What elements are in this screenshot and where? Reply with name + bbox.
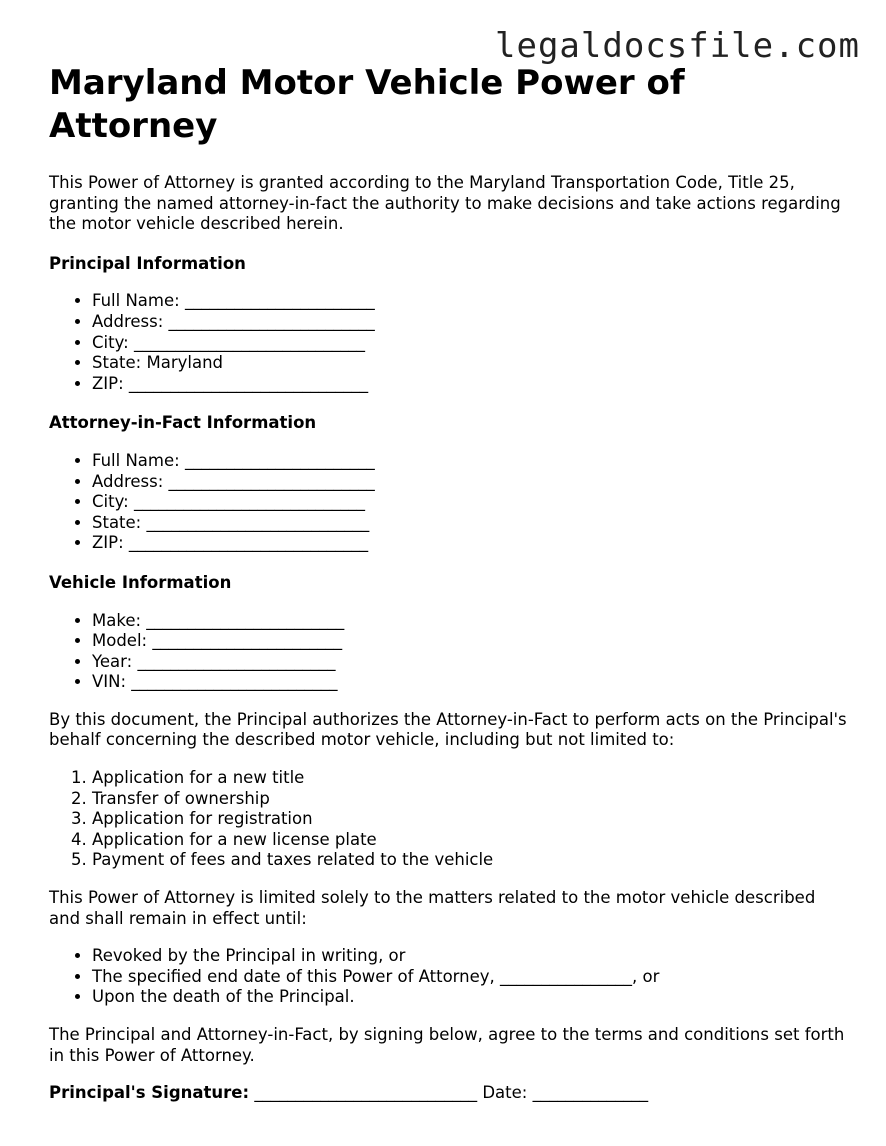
vehicle-heading: Vehicle Information: [49, 572, 232, 592]
vehicle-make: • Make: ________________________: [92, 611, 849, 632]
signature-label: Principal's Signature:: [49, 1083, 250, 1103]
principal-state: • State: Maryland: [92, 353, 849, 374]
act-item: 4. Application for a new license plate: [92, 830, 849, 851]
act-item: 5. Payment of fees and taxes related to the vehicle: [92, 850, 849, 871]
attorney-state: • State: ___________________________: [92, 513, 849, 534]
attorney-list: [49, 451, 849, 554]
principal-list: [49, 291, 849, 394]
act-item: 1. Application for a new title: [92, 768, 849, 789]
date-blank: ______________: [532, 1083, 649, 1103]
intro-paragraph: This Power of Attorney is granted according to the Maryland Transportation Code, Title 25, granting the named attorney-in-fact the authority to make decisions and take actions regarding the motor vehicle described herein.: [49, 173, 841, 234]
principal-heading: Principal Information: [49, 253, 246, 273]
principal-zip: • ZIP: _____________________________: [92, 374, 849, 395]
condition-item: • Upon the death of the Principal.: [92, 987, 849, 1008]
act-item: 3. Application for registration: [92, 809, 849, 830]
principal-address: • Address: _________________________: [92, 312, 849, 333]
document: [49, 62, 849, 1104]
limitation-paragraph: This Power of Attorney is limited solely to the matters related to the motor vehicle described and shall remain in effect until:: [49, 888, 816, 928]
page-title: Maryland Motor Vehicle Power of Attorney: [49, 63, 685, 146]
attorney-address: • Address: _________________________: [92, 472, 849, 493]
vehicle-model: • Model: _______________________: [92, 631, 849, 652]
watermark: legaldocsfile.com: [495, 26, 860, 66]
principal-full-name: • Full Name: _______________________: [92, 291, 849, 312]
attorney-zip: • ZIP: _____________________________: [92, 533, 849, 554]
vehicle-list: [49, 611, 849, 693]
date-label: Date:: [482, 1083, 528, 1103]
condition-item: • The specified end date of this Power of Attorney, ________________, or: [92, 967, 849, 988]
authorization-paragraph: By this document, the Principal authorizes the Attorney-in-Fact to perform acts on the Principal's behalf concerning the described motor vehicle, including but not limited to:: [49, 709, 847, 750]
signature-line: [49, 1083, 849, 1104]
condition-item: • Revoked by the Principal in writing, or: [92, 946, 849, 967]
attorney-city: • City: ____________________________: [92, 492, 849, 513]
vehicle-year: • Year: ________________________: [92, 652, 849, 673]
vehicle-vin: • VIN: _________________________: [92, 672, 849, 693]
act-item: 2. Transfer of ownership: [92, 789, 849, 810]
acts-list: [49, 768, 849, 871]
signature-blank: ___________________________: [254, 1083, 478, 1103]
attorney-heading: Attorney-in-Fact Information: [49, 413, 317, 433]
agreement-paragraph: The Principal and Attorney-in-Fact, by signing below, agree to the terms and conditions set forth in this Power of Attorney.: [49, 1025, 845, 1065]
attorney-full-name: • Full Name: _______________________: [92, 451, 849, 472]
principal-city: • City: ____________________________: [92, 333, 849, 354]
conditions-list: [49, 946, 849, 1008]
